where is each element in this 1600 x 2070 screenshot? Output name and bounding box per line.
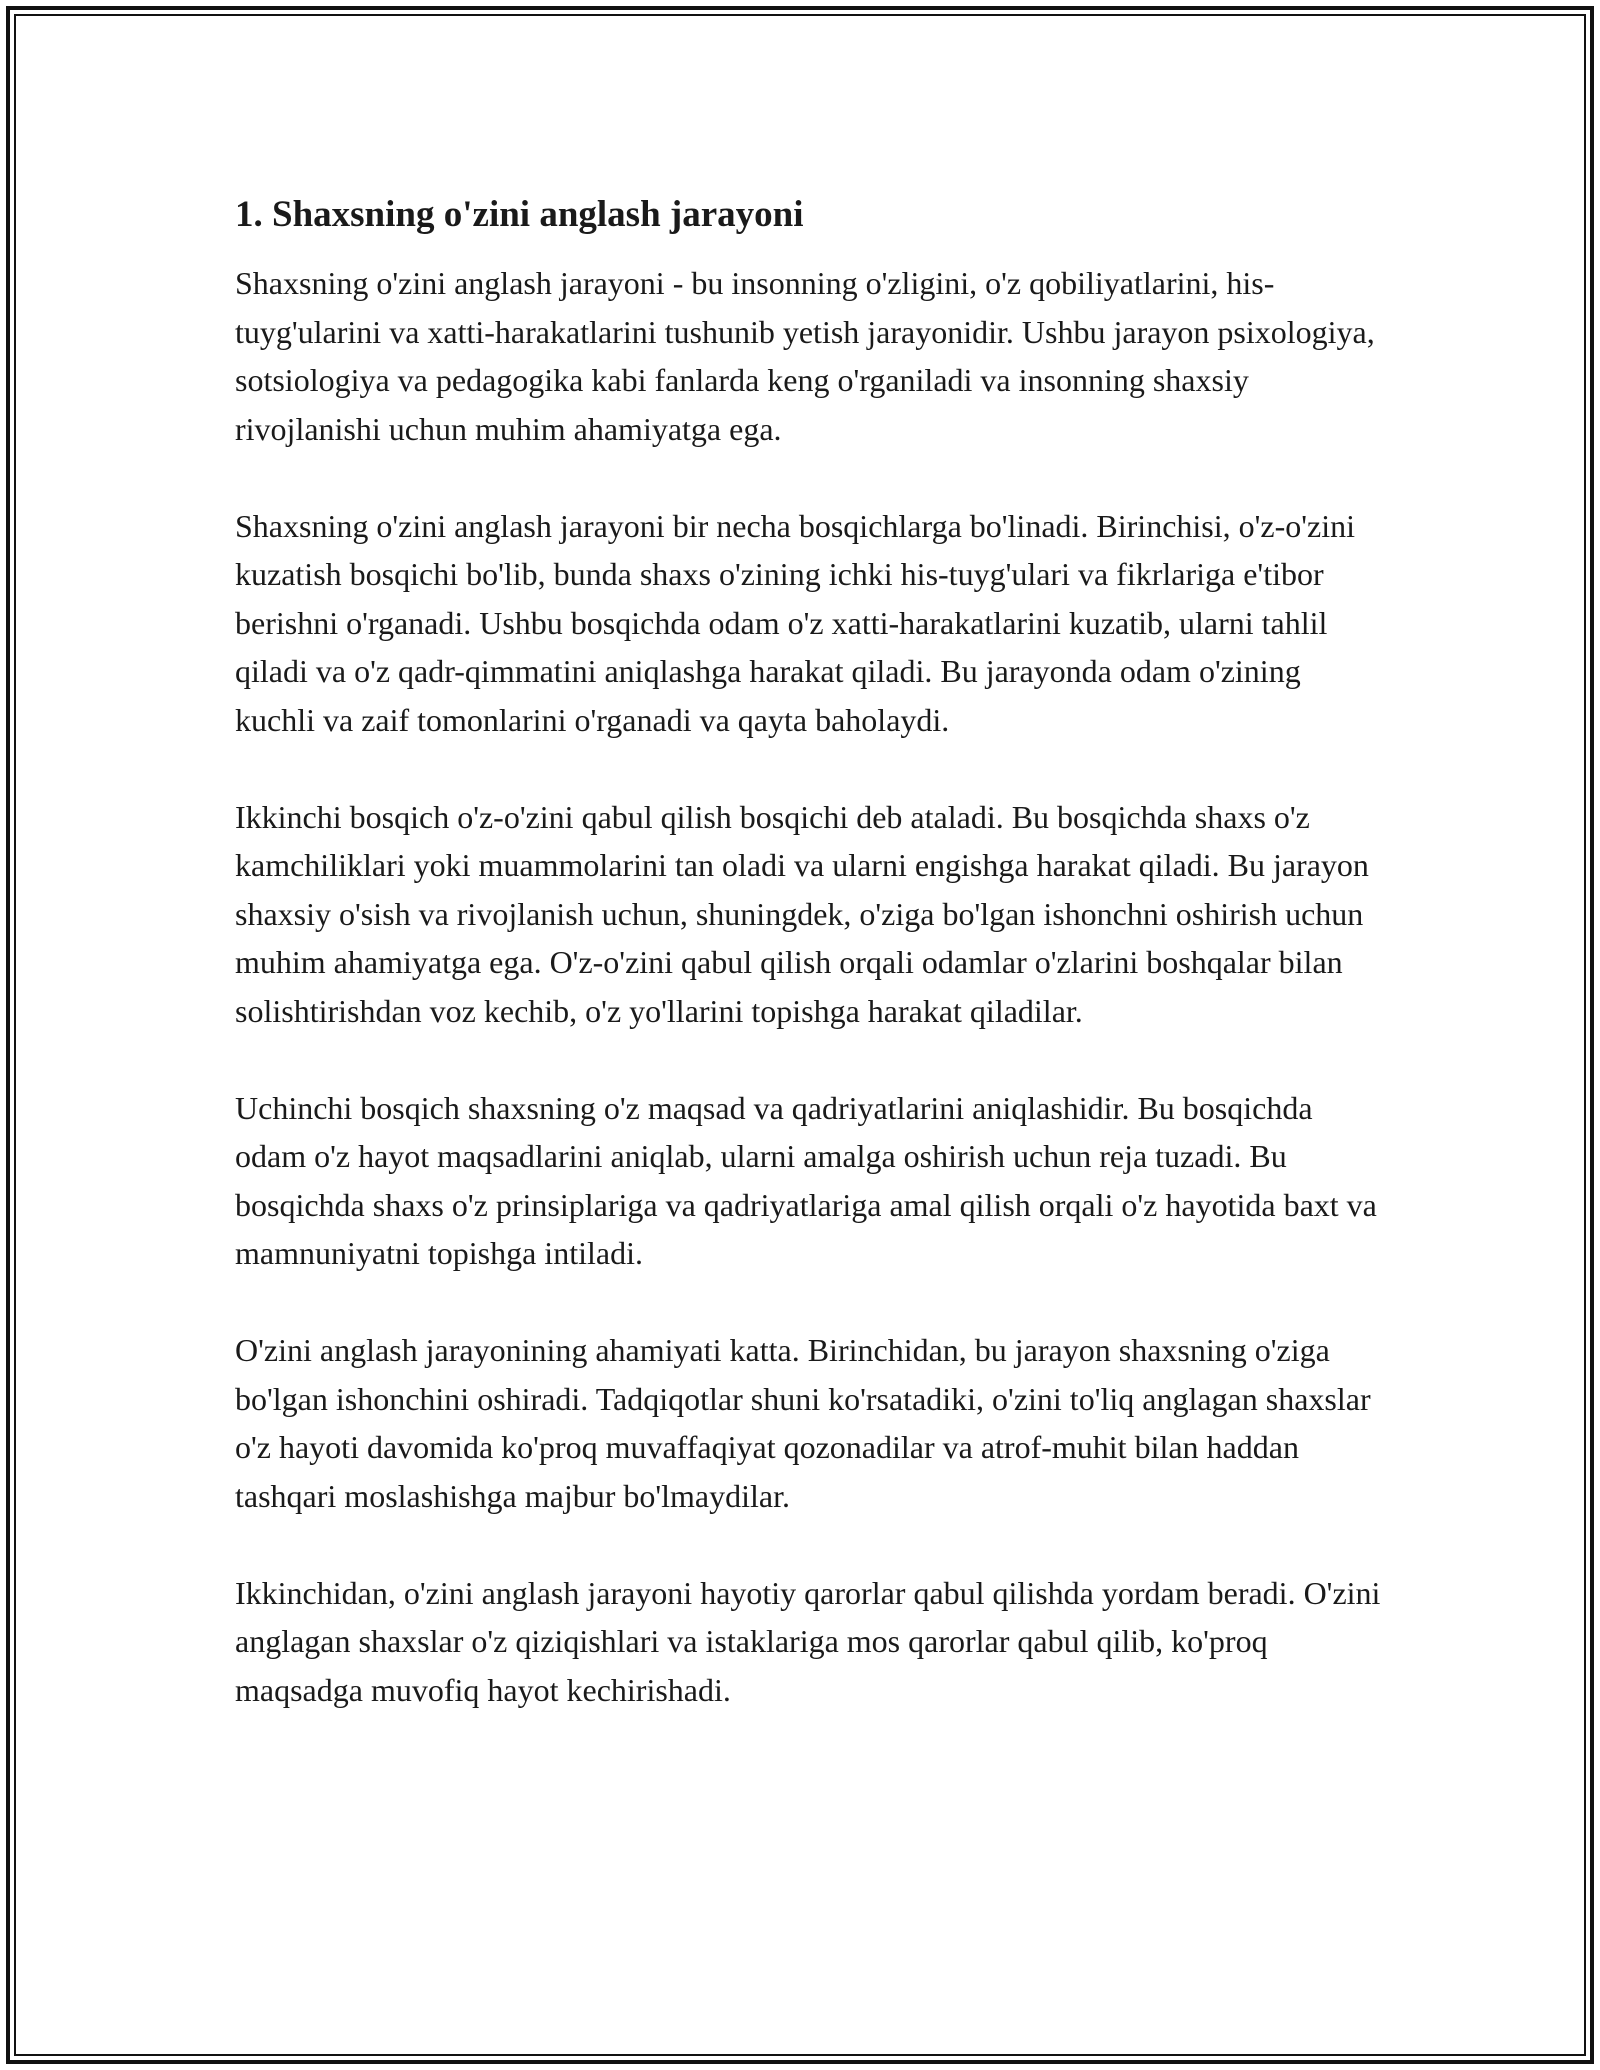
paragraph-decisions: Ikkinchidan, o'zini anglash jarayoni hayotiy qarorlar qabul qilishda yordam beradi. O'zini anglagan shaxslar o'z qiziqishlari va istaklariga mos qarorlar qabul qilib, ko'proq maqsadga muvofiq hayot kechirishadi. xyxy=(235,1574,1381,1708)
section-heading: 1. Shaxsning o'zini anglash jarayoni xyxy=(235,194,804,235)
paragraph-stages: Shaxsning o'zini anglash jarayoni bir necha bosqichlarga bo'linadi. Birinchisi, o'z-o'zini kuzatish bosqichi bo'lib, bunda shaxs o'zining ichki his-tuyg'ulari va fikrlariga e'tibor berishni o'rganadi. Ushbu bosqichda odam o'z xatti-harakatlarini kuzatib, ularni tahlil qiladi va o'z qadr-qimmatini aniqlashga harakat qiladi. Bu jarayonda odam o'zining kuchli va zaif tomonlarini o'rganadi va qayta baholaydi. xyxy=(235,507,1355,738)
paragraph-second-stage: Ikkinchi bosqich o'z-o'zini qabul qilish bosqichi deb ataladi. Bu bosqichda shaxs o'z kamchiliklari yoki muammolarini tan oladi va ularni engishga harakat qiladi. Bu jarayon shaxsiy o'sish va rivojlanish uchun, shuningdek, o'ziga bo'lgan ishonchni oshirish uchun muhim ahamiyatga ega. O'z-o'zini qabul qilish orqali odamlar o'zlarini boshqalar bilan solishtirishdan voz kechib, o'z yo'llarini topishga harakat qiladilar. xyxy=(235,798,1369,1029)
paragraph-third-stage: Uchinchi bosqich shaxsning o'z maqsad va qadriyatlarini aniqlashidir. Bu bosqichda odam o'z hayot maqsadlarini aniqlab, ularni amalga oshirish uchun reja tuzadi. Bu bosqichda shaxs o'z prinsiplariga va qadriyatlariga amal qilish orqali o'z hayotida baxt va mamnuniyatni topishga intiladi. xyxy=(235,1089,1377,1271)
paragraph-intro: Shaxsning o'zini anglash jarayoni - bu insonning o'zligini, o'z qobiliyatlarini, his-tuyg'ularini va xatti-harakatlarini tushunib yetish jarayonidir. Ushbu jarayon psixologiya, sotsiologiya va pedagogika kabi fanlarda keng o'rganiladi va insonning shaxsiy rivojlanishi uchun muhim ahamiyatga ega. xyxy=(235,265,1375,447)
document-page xyxy=(235,188,1385,1763)
paragraph-importance: O'zini anglash jarayonining ahamiyati katta. Birinchidan, bu jarayon shaxsning o'ziga bo'lgan ishonchini oshiradi. Tadqiqotlar shuni ko'rsatadiki, o'zini to'liq anglagan shaxslar o'z hayoti davomida ko'proq muvaffaqiyat qozonadilar va atrof-muhit bilan haddan tashqari moslashishga majbur bo'lmaydilar. xyxy=(235,1332,1371,1514)
